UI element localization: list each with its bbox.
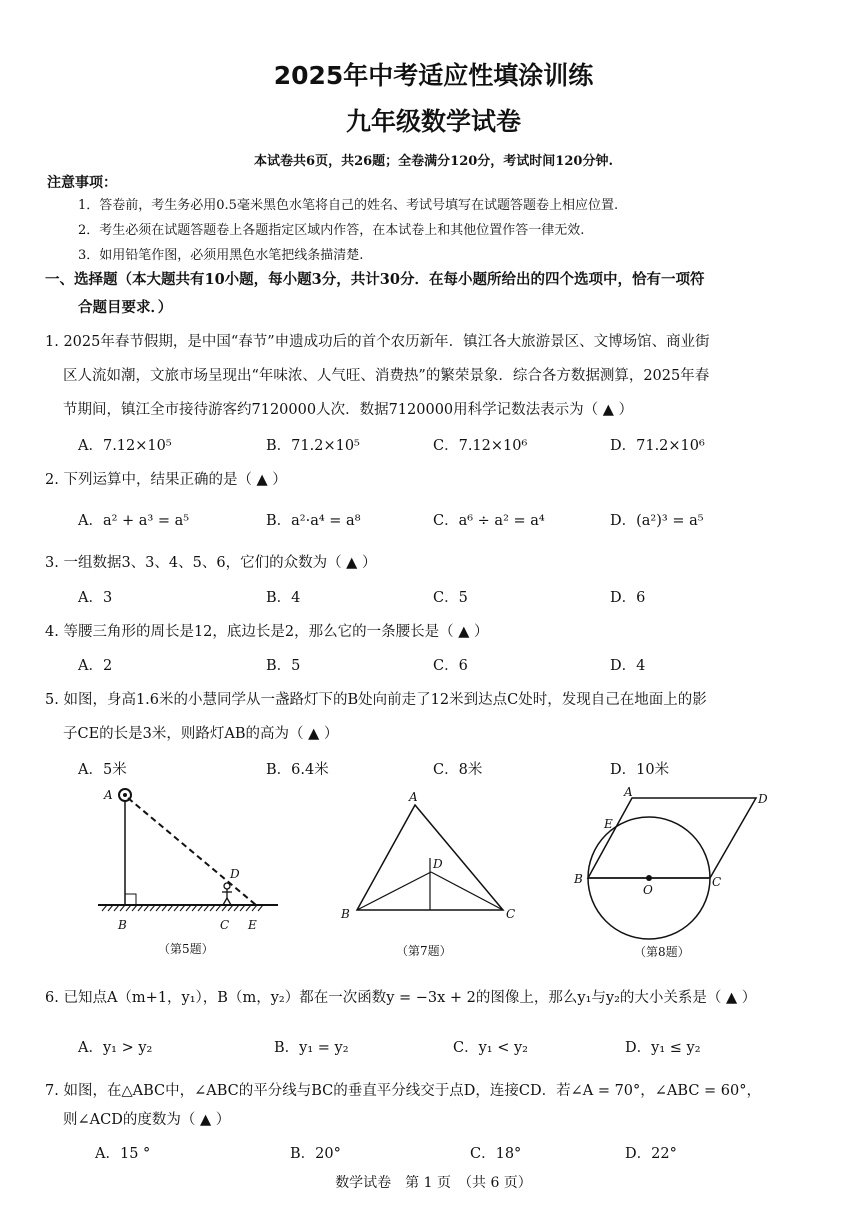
fig7-label-c: C — [506, 907, 516, 921]
q4-line-1: 4. 等腰三角形的周长是12，底边长是2，那么它的一条腰长是（ ▲ ） — [45, 624, 489, 640]
q7-option-c: C．18° — [470, 1146, 522, 1162]
fig7-label-d: D — [433, 857, 443, 871]
q1-line-2: 区人流如潮，文旅市场呈现出“年味浓、人气旺、消费热”的繁荣景象．综合各方数据测算，2025年春 — [63, 368, 710, 384]
figure-7-triangle — [335, 786, 525, 926]
q7-option-b: B．20° — [290, 1146, 341, 1162]
q4-option-d: D．4 — [610, 658, 646, 674]
fig5-label-d: D — [230, 867, 240, 881]
fig7-label-a: A — [409, 790, 418, 804]
q5-option-a: A．5米 — [78, 762, 127, 778]
q6-option-a: A．y₁ > y₂ — [78, 1040, 153, 1056]
segment-cd — [431, 872, 503, 910]
exam-title-line2: 九年级数学试卷 — [345, 107, 521, 136]
q3-option-c: C．5 — [433, 590, 468, 606]
q3-option-d: D．6 — [610, 590, 646, 606]
fig8-label-b: B — [574, 872, 583, 886]
exam-title-line1: 2025年中考适应性填涂训练 — [273, 61, 594, 90]
fig7-label-b: B — [341, 907, 350, 921]
parallelogram-abcd — [588, 798, 756, 878]
figure-8-caption: （第8题） — [634, 945, 690, 959]
q6-option-d: D．y₁ ≤ y₂ — [625, 1040, 701, 1056]
q1-option-d: D．71.2×10⁶ — [610, 438, 705, 454]
fig8-label-o: O — [643, 883, 653, 897]
q4-option-a: A．2 — [78, 658, 113, 674]
note-item-1: 1．答卷前，考生务必用0.5毫米黑色水笔将自己的姓名、考试号填写在试题答题卷上相应位置. — [78, 198, 619, 213]
light-ray — [128, 798, 256, 905]
q5-option-b: B．6.4米 — [266, 762, 329, 778]
q7-option-a: A．15 ° — [95, 1146, 151, 1162]
figure-8-circle — [566, 782, 786, 942]
figure-5-caption: （第5题） — [158, 942, 214, 956]
fig5-label-b: B — [118, 918, 127, 932]
q1-line-1: 1. 2025年春节假期，是中国“春节”申遗成功后的首个农历新年．镇江各大旅游景区、文博场馆、商业街 — [45, 334, 710, 350]
q6-option-b: B．y₁ = y₂ — [274, 1040, 349, 1056]
fig5-label-a: A — [104, 788, 113, 802]
fig8-label-c: C — [712, 875, 722, 889]
q4-option-c: C．6 — [433, 658, 468, 674]
q3-line-1: 3. 一组数据3、3、4、5、6，它们的众数为（ ▲ ） — [45, 555, 377, 571]
figure-5-streetlight — [90, 782, 290, 942]
page-footer: 数学试卷 第 1 页 （共 6 页） — [335, 1175, 532, 1191]
q7-option-d: D．22° — [625, 1146, 677, 1162]
q6-option-c: C．y₁ < y₂ — [453, 1040, 528, 1056]
q5-line-2: 子CE的长是3米，则路灯AB的高为（ ▲ ） — [63, 726, 339, 742]
fig8-label-d: D — [758, 792, 768, 806]
q7-line-1: 7. 如图，在△ABC中，∠ABC的平分线与BC的垂直平分线交于点D，连接CD．若∠A = 70°，∠ABC = 60°， — [45, 1083, 761, 1099]
q5-option-d: D．10米 — [610, 762, 670, 778]
person-icon — [222, 883, 232, 905]
note-item-2: 2．考生必须在试题答题卷上各题指定区域内作答，在本试卷上和其他位置作答一律无效. — [78, 223, 585, 238]
q1-option-a: A．7.12×10⁵ — [78, 438, 172, 454]
fig5-label-e: E — [248, 918, 257, 932]
q4-option-b: B．5 — [266, 658, 301, 674]
fig8-label-e: E — [604, 817, 613, 831]
figure-7-caption: （第7题） — [396, 944, 452, 958]
q2-option-c: C．a⁶ ÷ a² = a⁴ — [433, 513, 545, 529]
q1-option-b: B．71.2×10⁵ — [266, 438, 360, 454]
note-item-3: 3．如用铅笔作图，必须用黑色水笔把线条描清楚. — [78, 248, 364, 263]
q6-line-1: 6. 已知点A（m+1，y₁），B（m，y₂）都在一次函数y = −3x + 2的图像上，那么y₁与y₂的大小关系是（ ▲ ） — [45, 990, 757, 1006]
q1-line-3: 节期间，镇江全市接待游客约7120000人次．数据7120000用科学记数法表示为（ ▲ ） — [63, 402, 634, 418]
q5-line-1: 5. 如图，身高1.6米的小慧同学从一盏路灯下的B处向前走了12米到达点C处时，发现自己在地面上的影 — [45, 692, 707, 708]
q2-option-a: A．a² + a³ = a⁵ — [78, 513, 190, 529]
section1-heading-line1: 一、选择题（本大题共有10小题，每小题3分，共计30分．在每小题所给出的四个选项中，恰有一项符 — [45, 271, 705, 288]
exam-subtitle: 本试卷共6页，共26题；全卷满分120分，考试时间120分钟. — [254, 154, 613, 169]
q7-line-2: 则∠ACD的度数为（ ▲ ） — [63, 1112, 231, 1128]
q3-option-a: A．3 — [78, 590, 113, 606]
q2-option-d: D．(a²)³ = a⁵ — [610, 513, 704, 529]
q3-option-b: B．4 — [266, 590, 301, 606]
fig5-label-c: C — [220, 918, 230, 932]
q2-option-b: B．a²·a⁴ = a⁸ — [266, 513, 361, 529]
section1-heading-line2: 合题目要求．） — [78, 299, 173, 316]
q2-line-1: 2. 下列运算中，结果正确的是（ ▲ ） — [45, 472, 287, 488]
q1-option-c: C．7.12×10⁶ — [433, 438, 528, 454]
q5-option-c: C．8米 — [433, 762, 483, 778]
notes-heading: 注意事项： — [47, 175, 117, 191]
fig8-label-a: A — [624, 785, 633, 799]
